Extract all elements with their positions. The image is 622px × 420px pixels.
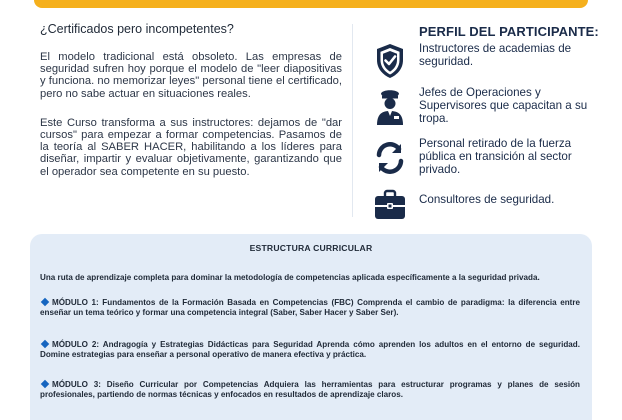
supervisor-person-icon <box>372 85 408 125</box>
intro-paragraph-1: El modelo tradicional está obsoleto. Las empresas de seguridad sufren hoy porque el modelo de "leer diapositivas y funciona. no memorizar leyes" personal tiene el certificado, pero no sabe actuar en situaciones reales. <box>40 51 342 100</box>
top-accent-bar <box>34 0 588 8</box>
curriculum-intro: Una ruta de aprendizaje completa para dominar la metodología de competencias aplicada específicamente a la seguridad privada. <box>40 273 540 282</box>
diamond-bullet-icon <box>41 380 49 388</box>
refresh-arrows-icon <box>372 136 408 176</box>
profile-item-label: Consultores de seguridad. <box>419 193 555 206</box>
diamond-bullet-icon <box>41 340 49 348</box>
module-text: MÓDULO 1: Fundamentos de la Formación Basada en Competencias (FBC) Comprenda el cambio de paradigma: la diferencia entre enseñar un tema teórico y formar una competencia integral (Saber, Saber Hacer y Saber Ser). <box>40 298 580 317</box>
profile-item-retired <box>372 136 597 180</box>
profile-title: PERFIL DEL PARTICIPANTE: <box>419 24 599 39</box>
profile-item-consultants <box>372 187 597 227</box>
column-divider <box>352 24 353 217</box>
profile-item-label: Personal retirado de la fuerza pública en transición al sector privado. <box>419 137 572 176</box>
intro-paragraph-2: Este Curso transforma a sus instructores: dejamos de "dar cursos" para empezar a formar competencias. Pasamos de la teoría al SABER HACER, habilitando a los líderes para diseñar, impartir y evaluar objetivamente, garantizando que el operador sea competente en su puesto. <box>40 116 342 178</box>
profile-item-label: Instructores de academias de seguridad. <box>419 42 572 68</box>
intro-heading: ¿Certificados pero incompetentes? <box>40 22 234 36</box>
module-text: MÓDULO 2: Andragogía y Estrategias Didácticas para Seguridad Aprenda cómo aprenden los adultos en el entorno de seguridad. Domine estrategias para enseñar a personal operativo de manera efectiva y práctica. <box>40 340 580 359</box>
shield-check-icon <box>372 41 408 81</box>
profile-item-supervisors <box>372 85 597 129</box>
profile-item-instructors <box>372 41 597 81</box>
profile-item-label: Jefes de Operaciones y Supervisores que capacitan a su tropa. <box>419 86 588 125</box>
curriculum-module-3 <box>40 380 580 399</box>
curriculum-module-1 <box>40 298 580 317</box>
module-text: MÓDULO 3: Diseño Curricular por Competencias Adquiera las herramientas para estructurar programas y planes de sesión profesionales, partiendo de normas técnicas y enfocados en resultados de aprendizaje claros. <box>40 380 580 399</box>
briefcase-icon <box>372 187 408 227</box>
curriculum-module-2 <box>40 340 580 359</box>
curriculum-panel <box>30 234 592 420</box>
intro-section <box>40 22 342 178</box>
diamond-bullet-icon <box>41 298 49 306</box>
curriculum-title: ESTRUCTURA CURRICULAR <box>249 243 373 253</box>
